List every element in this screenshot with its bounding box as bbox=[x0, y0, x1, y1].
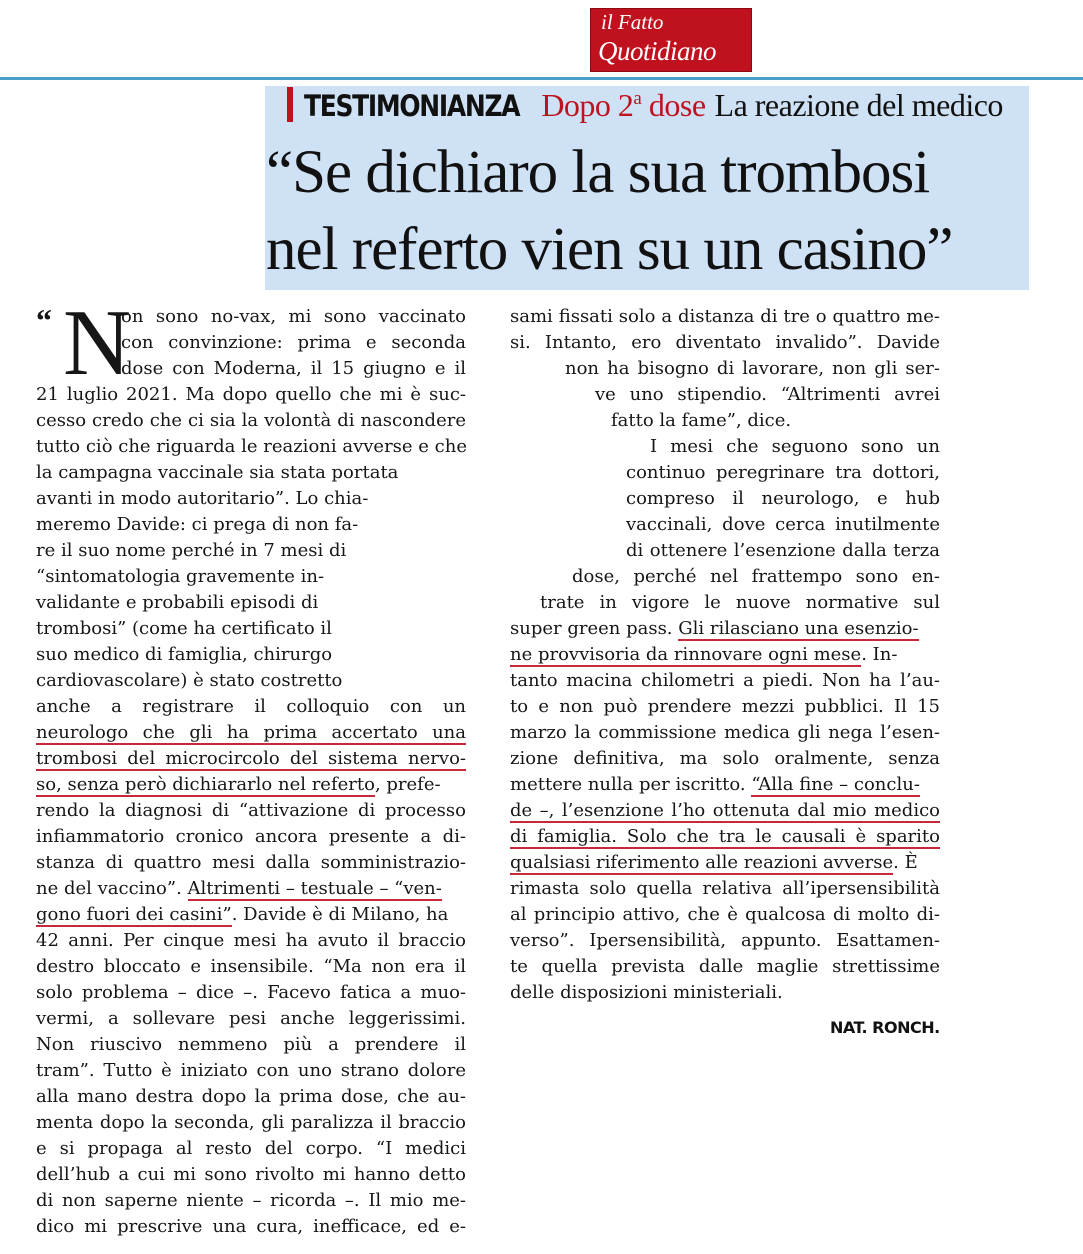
article-line: verso”. Ipersensibilità, appunto. Esattamen- bbox=[510, 930, 940, 951]
article-line: “sintomatologia gravemente in- bbox=[36, 566, 325, 587]
logo-line-1: il Fatto bbox=[601, 10, 664, 34]
article-line: trombosi” (come ha certificato il bbox=[36, 618, 332, 639]
article-line: tanto macina chilometri a piedi. Non ha l’au- bbox=[510, 670, 940, 691]
article-line: dose con Moderna, il 15 giugno e il bbox=[121, 358, 466, 379]
article-line: to e non può prendere mezzi pubblici. Il 15 bbox=[510, 696, 940, 717]
article-line: trate in vigore le nuove normative sul bbox=[540, 592, 940, 613]
kicker-tag: TESTIMONIANZA bbox=[304, 89, 520, 123]
article-line: solo problema – dice –. Facevo fatica a muo- bbox=[36, 982, 466, 1003]
article-line bbox=[510, 798, 940, 824]
article-line: non ha bisogno di lavorare, non gli ser- bbox=[565, 358, 940, 379]
article-line: marzo la commissione medica gli nega l’esen- bbox=[510, 722, 940, 743]
article-line: re il suo nome perché in 7 mesi di bbox=[36, 540, 347, 561]
article-line: la campagna vaccinale sia stata portata bbox=[36, 462, 399, 483]
article-line: rimasta solo quella relativa all’ipersensibilità bbox=[510, 878, 940, 899]
article-line: 21 luglio 2021. Ma dopo quello che mi è suc- bbox=[36, 384, 466, 405]
kicker-red-text: Dopo 2$^a$ dose bbox=[541, 87, 706, 123]
article-line: vaccinali, dove cerca inutilmente bbox=[626, 514, 940, 535]
article-column-right bbox=[510, 304, 940, 1006]
newspaper-logo bbox=[590, 8, 752, 72]
highlight-underline: “Alla fine – conclu- bbox=[751, 774, 920, 795]
highlight-underline: neurologo che gli ha prima accertato una bbox=[36, 722, 466, 743]
article-line: ne del vaccino”. Altrimenti – testuale – “ven- bbox=[36, 878, 442, 899]
highlight-underline: Gli rilasciano una esenzio- bbox=[678, 618, 919, 639]
article-line: sami fissati solo a distanza di tre o quattro me- bbox=[510, 306, 940, 327]
article-line: mettere nulla per iscritto. “Alla fine – conclu- bbox=[510, 774, 920, 795]
article-line: tutto ciò che riguarda le reazioni avverse e che bbox=[36, 436, 467, 457]
article-line: compreso il neurologo, e hub bbox=[626, 488, 940, 509]
highlight-underline: di famiglia. Solo che tra le causali è sparito bbox=[510, 826, 940, 847]
highlight-underline: trombosi del microcircolo del sistema nervo- bbox=[36, 748, 466, 769]
article-line: so, senza però dichiararlo nel referto, prefe- bbox=[36, 774, 441, 795]
headline-line: nel referto vien su un casino” bbox=[266, 216, 953, 283]
article-line: tram”. Tutto è iniziato con uno strano dolore bbox=[36, 1060, 466, 1081]
article-line: menta dopo la seconda, gli paralizza il braccio bbox=[36, 1112, 466, 1133]
article-line: cesso credo che ci sia la volontà di nascondere bbox=[36, 410, 466, 431]
highlight-underline: qualsiasi riferimento alle reazioni avverse bbox=[510, 852, 894, 873]
article-line: dico mi prescrive una cura, inefficace, ed e- bbox=[36, 1216, 466, 1237]
article-line: destro bloccato e insensibile. “Ma non era il bbox=[36, 956, 466, 977]
headline-line: “Se dichiaro la sua trombosi bbox=[266, 139, 930, 206]
highlight-underline: de –, l’esenzione l’ho ottenuta dal mio medico bbox=[510, 800, 940, 821]
kicker-red-bar bbox=[287, 87, 293, 122]
drop-cap: N bbox=[63, 291, 131, 395]
article-line: con convinzione: prima e seconda bbox=[121, 332, 466, 353]
highlight-underline: ne provvisoria da rinnovare ogni mese bbox=[510, 644, 862, 665]
article-line: al principio attivo, che è qualcosa di molto di- bbox=[510, 904, 940, 925]
article-line: e si propaga al resto del corpo. “I medici bbox=[36, 1138, 466, 1159]
article-line: suo medico di famiglia, chirurgo bbox=[36, 644, 333, 665]
article-line bbox=[510, 824, 940, 850]
logo-line-2: Quotidiano bbox=[598, 36, 717, 66]
article-line: infiammatorio cronico ancora presente a di- bbox=[36, 826, 466, 847]
highlight-underline: Altrimenti – testuale – “ven- bbox=[187, 878, 442, 899]
article-line: continuo peregrinare tra dottori, bbox=[626, 462, 940, 483]
article-line: Non riuscivo nemmeno più a prendere il bbox=[36, 1034, 466, 1055]
headline bbox=[266, 134, 1036, 288]
article-line: dell’hub a cui mi sono rivolto mi hanno detto bbox=[36, 1164, 466, 1185]
highlight-underline: so, senza però dichiararlo nel referto bbox=[36, 774, 375, 795]
article-line: on sono no-vax, mi sono vaccinato bbox=[121, 306, 466, 327]
article-line: vermi, a sollevare pesi anche leggerissimi. bbox=[36, 1008, 466, 1029]
article-line: di ottenere l’esenzione dalla terza bbox=[626, 540, 940, 561]
article-line bbox=[36, 746, 466, 772]
article-line: fatto la fame”, dice. bbox=[611, 410, 792, 431]
article-line: di non saperne niente – ricorda –. Il mio me- bbox=[36, 1190, 466, 1211]
opening-quote-mark: “ bbox=[36, 302, 52, 338]
article-line: anche a registrare il colloquio con un bbox=[36, 696, 466, 717]
article-line: rendo la diagnosi di “attivazione di processo bbox=[36, 800, 466, 821]
kicker bbox=[304, 86, 1003, 124]
author-signature: NAT. RONCH. bbox=[830, 1018, 940, 1037]
article-line: zione definitiva, ma solo oralmente, senza bbox=[510, 748, 940, 769]
top-rule bbox=[0, 77, 1083, 80]
article-line: alla mano destra dopo la prima dose, che au- bbox=[36, 1086, 466, 1107]
article-line: avanti in modo autoritario”. Lo chia- bbox=[36, 488, 369, 509]
article-column-left bbox=[36, 304, 466, 1240]
article-line bbox=[36, 720, 466, 746]
article-line: meremo Davide: ci prega di non fa- bbox=[36, 514, 359, 535]
article-line: ve uno stipendio. “Altrimenti avrei bbox=[595, 384, 940, 405]
article-line: te quella prevista dalle maglie strettissime bbox=[510, 956, 940, 977]
kicker-black-text: La reazione del medico bbox=[714, 87, 1003, 123]
article-line: super green pass. Gli rilasciano una esenzio- bbox=[510, 618, 919, 639]
article-line: stanza di quattro mesi dalla somministrazio- bbox=[36, 852, 466, 873]
article-line: gono fuori dei casini”. Davide è di Milano, ha bbox=[36, 904, 449, 925]
article-line: cardiovascolare) è stato costretto bbox=[36, 670, 343, 691]
article-line: I mesi che seguono sono un bbox=[650, 436, 940, 457]
article-line: si. Intanto, ero diventato invalido”. Davide bbox=[510, 332, 940, 353]
article-line: dose, perché nel frattempo sono en- bbox=[572, 566, 940, 587]
article-line: validante e probabili episodi di bbox=[36, 592, 319, 613]
article-line: 42 anni. Per cinque mesi ha avuto il braccio bbox=[36, 930, 466, 951]
article-line: ne provvisoria da rinnovare ogni mese. In- bbox=[510, 644, 898, 665]
article-line: qualsiasi riferimento alle reazioni avverse. È bbox=[510, 852, 918, 873]
highlight-underline: gono fuori dei casini” bbox=[36, 904, 232, 925]
article-line: delle disposizioni ministeriali. bbox=[510, 982, 783, 1003]
